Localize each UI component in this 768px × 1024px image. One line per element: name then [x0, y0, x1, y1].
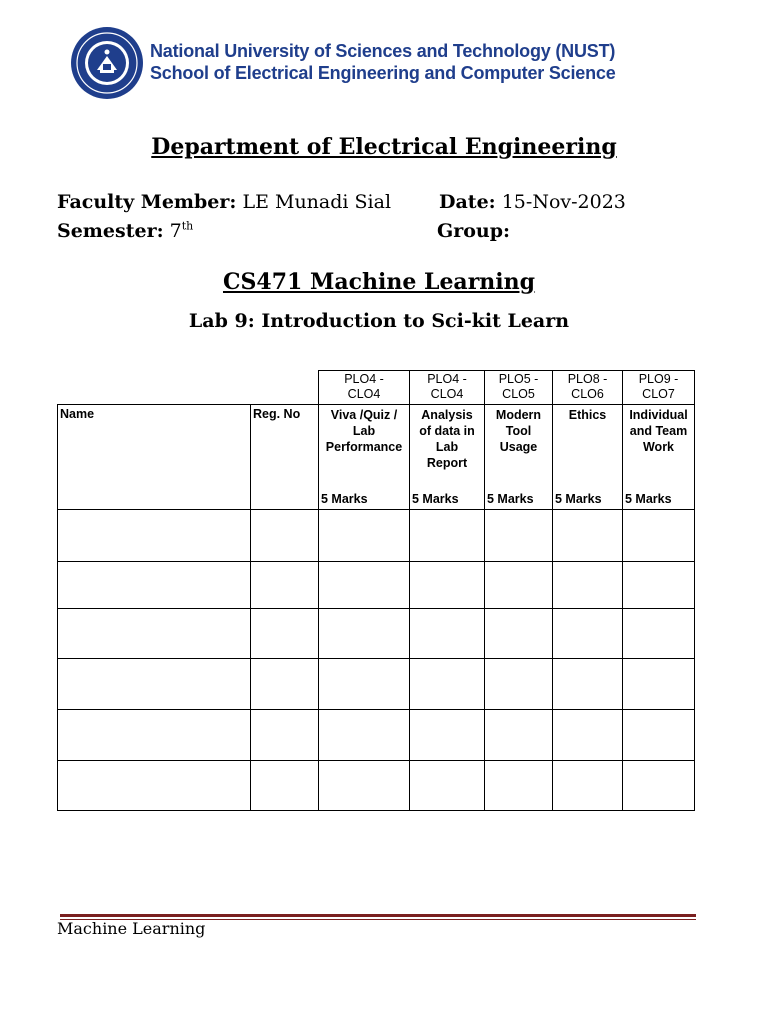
table-row — [58, 710, 695, 761]
date-label: Date: — [439, 191, 496, 213]
faculty-label: Faculty Member: — [57, 191, 237, 213]
plo-cell: PLO8 - CLO6 — [553, 371, 623, 405]
date-line — [439, 191, 626, 213]
document-header — [68, 26, 748, 106]
nust-crest-icon — [70, 26, 144, 100]
plo-cell: PLO4 - CLO4 — [319, 371, 410, 405]
course-title: CS471 Machine Learning — [222, 269, 536, 295]
institution-line-2: School of Electrical Engineering and Computer Science — [150, 63, 616, 83]
marks-label: 5 Marks — [487, 492, 534, 506]
criterion-cell: Individual and Team Work 5 Marks — [623, 405, 695, 510]
footer-rule — [60, 914, 696, 917]
semester-suffix: th — [181, 219, 194, 233]
plo-cell: PLO9 - CLO7 — [623, 371, 695, 405]
criterion-cell: Viva /Quiz / Lab Performance 5 Marks — [319, 405, 410, 510]
marks-label: 5 Marks — [412, 492, 459, 506]
date-value: 15-Nov-2023 — [501, 191, 626, 213]
marks-table — [57, 370, 695, 811]
table-row — [58, 510, 695, 562]
plo-cell: PLO4 - CLO4 — [410, 371, 485, 405]
plo-cell: PLO5 - CLO5 — [485, 371, 553, 405]
marks-label: 5 Marks — [625, 492, 672, 506]
criterion-cell: Ethics 5 Marks — [553, 405, 623, 510]
criterion-cell: Analysis of data in Lab Report 5 Marks — [410, 405, 485, 510]
semester-value: 7 — [169, 220, 182, 242]
table-row — [58, 562, 695, 609]
semester-label: Semester: — [57, 220, 164, 242]
faculty-line — [57, 191, 391, 213]
institution-line-1: National University of Sciences and Technology (NUST) — [150, 41, 616, 61]
footer-text: Machine Learning — [57, 919, 206, 938]
name-header: Name — [58, 405, 251, 510]
criterion-cell: Modern Tool Usage 5 Marks — [485, 405, 553, 510]
table-row — [58, 761, 695, 811]
criteria-row — [58, 405, 695, 510]
semester-line — [57, 220, 193, 242]
marks-label: 5 Marks — [321, 492, 368, 506]
table-row — [58, 659, 695, 710]
faculty-value: LE Munadi Sial — [242, 191, 392, 213]
lab-title: Lab 9: Introduction to Sci-kit Learn — [188, 310, 570, 332]
group-label: Group: — [437, 220, 511, 242]
group-line — [437, 220, 510, 242]
institution-name — [150, 40, 616, 84]
table-row — [58, 609, 695, 659]
reg-no-header: Reg. No — [251, 405, 319, 510]
marks-label: 5 Marks — [555, 492, 602, 506]
plo-row — [58, 371, 695, 405]
department-title: Department of Electrical Engineering — [151, 134, 617, 160]
